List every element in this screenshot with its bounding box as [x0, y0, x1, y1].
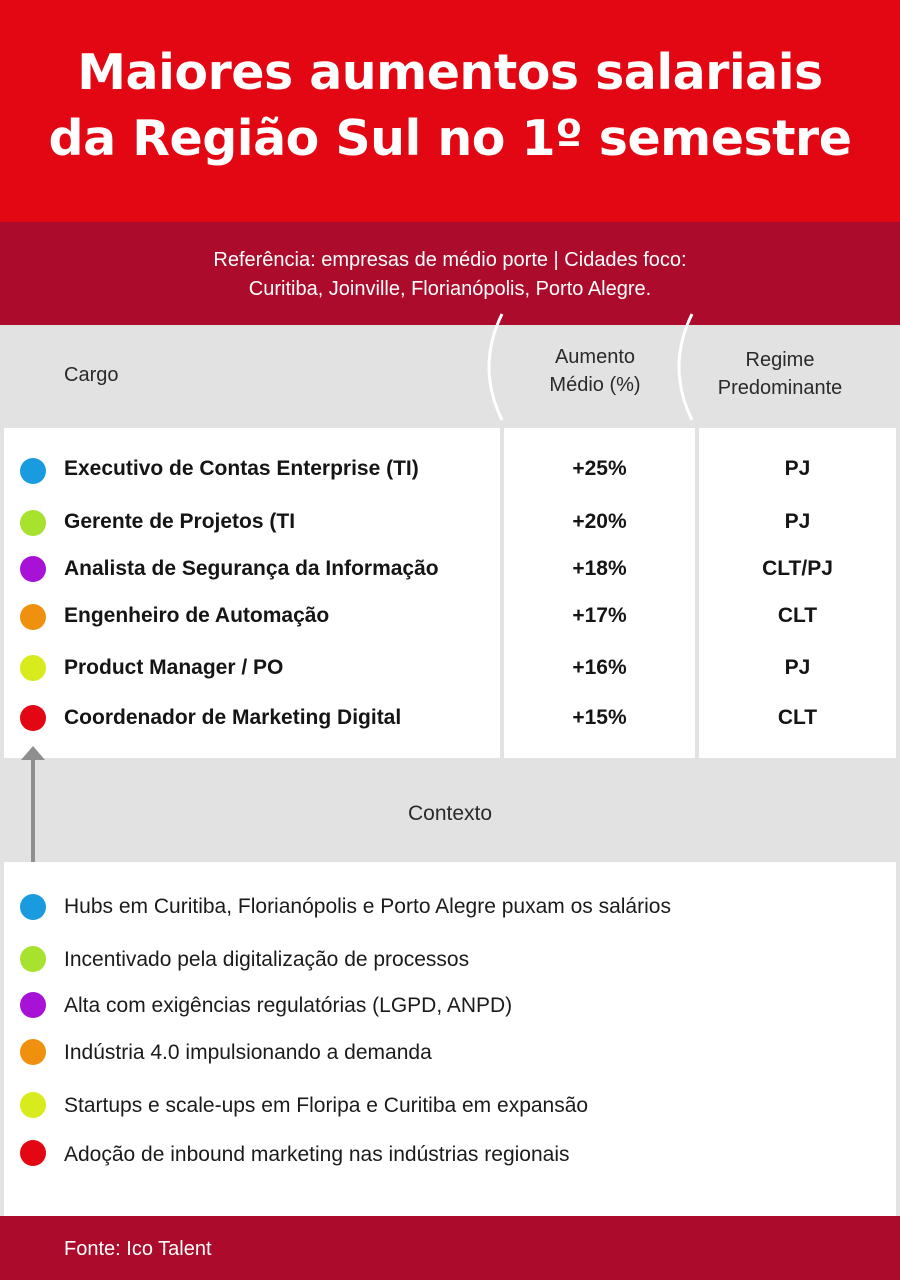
column-divider-arc [664, 312, 704, 422]
double-arrow-icon [18, 744, 48, 880]
cell-regime: CLT [777, 604, 818, 627]
context-bullet-dot [20, 1140, 46, 1166]
cell-regime: PJ [784, 656, 811, 679]
cell-cargo: Coordenador de Marketing Digital [64, 706, 402, 729]
cell-cargo: Analista de Segurança da Informação [64, 557, 439, 580]
header-regime-line-2: Predominante [717, 377, 843, 399]
context-item: Adoção de inbound marketing nas indústrias regionais [64, 1143, 570, 1166]
header-aumento-line-2: Médio (%) [549, 374, 641, 396]
cell-aumento: +25% [572, 457, 627, 480]
cell-cargo: Executivo de Contas Enterprise (TI) [64, 457, 419, 480]
cell-regime: PJ [784, 510, 811, 533]
title-line-2: da Região Sul no 1º semestre [48, 110, 852, 167]
context-bullet-dot [20, 894, 46, 920]
cell-aumento: +20% [572, 510, 627, 533]
cell-cargo: Gerente de Projetos (TI [64, 510, 296, 533]
header-regime-line-1: Regime [745, 349, 815, 371]
row-bullet-dot [20, 604, 46, 630]
row-bullet-dot [20, 458, 46, 484]
reference-text [150, 246, 750, 304]
context-bullet-dot [20, 1092, 46, 1118]
context-item: Startups e scale-ups em Floripa e Curitiba em expansão [64, 1094, 589, 1117]
row-bullet-dot [20, 556, 46, 582]
header-cargo: Cargo [64, 364, 119, 386]
column-divider-arc [474, 312, 514, 422]
source-credit: Fonte: Ico Talent [64, 1238, 212, 1260]
cell-regime: CLT [777, 706, 818, 729]
title-line-1: Maiores aumentos salariais [77, 44, 823, 101]
row-bullet-dot [20, 510, 46, 536]
header-regime [700, 346, 860, 402]
cell-aumento: +17% [572, 604, 627, 627]
context-item: Alta com exigências regulatórias (LGPD, ANPD) [64, 994, 513, 1017]
context-bullet-dot [20, 992, 46, 1018]
row-bullet-dot [20, 655, 46, 681]
context-item: Indústria 4.0 impulsionando a demanda [64, 1041, 432, 1064]
header-aumento [505, 343, 685, 399]
context-title: Contexto [407, 802, 493, 825]
context-item: Incentivado pela digitalização de processos [64, 948, 470, 971]
cell-aumento: +18% [572, 557, 627, 580]
context-bullet-dot [20, 1039, 46, 1065]
cell-aumento: +16% [572, 656, 627, 679]
cell-cargo: Engenheiro de Automação [64, 604, 330, 627]
cell-cargo: Product Manager / PO [64, 656, 284, 679]
cell-regime: PJ [784, 457, 811, 480]
reference-line-1: Referência: empresas de médio porte | Cidades foco: [213, 249, 687, 271]
page-title [0, 40, 900, 172]
reference-line-2: Curitiba, Joinville, Florianópolis, Porto Alegre. [248, 278, 652, 300]
row-bullet-dot [20, 705, 46, 731]
context-bullet-dot [20, 946, 46, 972]
cell-aumento: +15% [572, 706, 627, 729]
context-item: Hubs em Curitiba, Florianópolis e Porto Alegre puxam os salários [64, 895, 671, 918]
cell-regime: CLT/PJ [762, 557, 833, 580]
header-aumento-line-1: Aumento [554, 346, 636, 368]
